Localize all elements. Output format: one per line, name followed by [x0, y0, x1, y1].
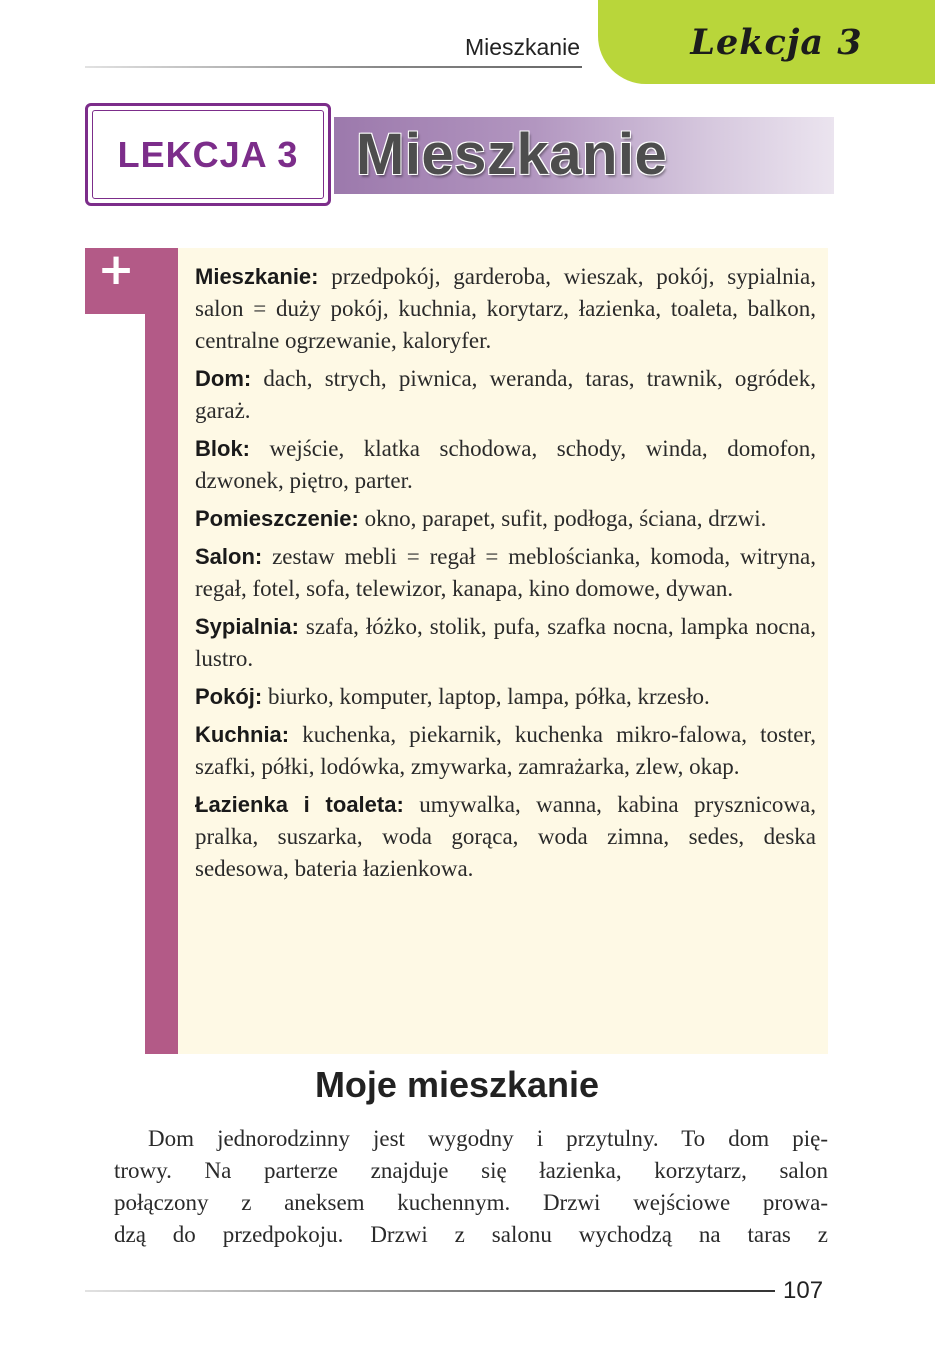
reading-line: połączony z aneksem kuchennym. Drzwi wejściowe prowa- [114, 1190, 828, 1215]
vocabulary-list [195, 261, 816, 891]
vocab-term: Kuchnia: [195, 722, 290, 747]
vocab-words: dach, strych, piwnica, weranda, taras, trawnik, ogródek, garaż. [195, 366, 817, 423]
lesson-tab-label: Lekcja 3 [690, 21, 863, 63]
footer-rule [85, 1290, 775, 1292]
vocab-words: zestaw mebli = regał = meblościanka, komoda, witryna, regał, fotel, sofa, telewizor, kanapa, kino domowe, dywan. [195, 544, 816, 601]
reading-paragraph [114, 1123, 828, 1251]
vocab-term: Pomieszczenie: [195, 506, 359, 531]
vocab-words: kuchenka, piekarnik, kuchenka mikro-falowa, toster, szafki, półki, lodówka, zmywarka, zamrażarka, zlew, okap. [195, 722, 817, 779]
vocab-entry-pokoj [195, 681, 816, 713]
page-title: Mieszkanie [356, 122, 668, 187]
vocab-term: Pokój: [195, 684, 263, 709]
section-title: Moje mieszkanie [314, 1064, 600, 1105]
header-rule [85, 66, 582, 68]
vocab-entry-salon [195, 541, 816, 605]
vocab-entry-dom [195, 363, 816, 427]
lesson-label-box [85, 103, 331, 206]
vocab-entry-kuchnia [195, 719, 816, 783]
page-number: 107 [783, 1277, 824, 1304]
vocab-words: umywalka, wanna, kabina prysznicowa, pralka, suszarka, woda gorąca, woda zimna, sedes, deska sedesowa, bateria łazienkowa. [195, 792, 816, 881]
vocab-words: biurko, komputer, laptop, lampa, półka, krzesło. [267, 684, 710, 709]
vocab-term: Mieszkanie: [195, 264, 319, 289]
vocab-words: wejście, klatka schodowa, schody, winda, domofon, dzwonek, piętro, parter. [195, 436, 816, 493]
plus-marker-bar [145, 314, 178, 1054]
vocab-entry-mieszkanie [195, 261, 816, 357]
vocab-term: Sypialnia: [195, 614, 299, 639]
vocab-entry-sypialnia [195, 611, 816, 675]
vocab-words: przedpokój, garderoba, wieszak, pokój, sypialnia, salon = duży pokój, kuchnia, korytarz, łazienka, toaleta, balkon, centralne ogrzewanie, kaloryfer. [195, 264, 816, 353]
vocab-entry-pomieszczenie [195, 503, 816, 535]
vocab-term: Dom: [195, 366, 252, 391]
reading-line: Dom jednorodzinny jest wygodny i przytulny. To dom pię- [148, 1126, 828, 1151]
vocab-entry-blok [195, 433, 816, 497]
lesson-tab [598, 0, 935, 84]
running-header-title: Mieszkanie [464, 34, 580, 60]
plus-icon: + [97, 244, 135, 295]
lesson-label-inner-frame [92, 110, 324, 199]
vocab-term: Blok: [195, 436, 250, 461]
vocab-term: Salon: [195, 544, 263, 569]
vocab-entry-lazienka [195, 789, 816, 885]
lesson-label: LEKCJA 3 [117, 133, 299, 175]
reading-line: dzą do przedpokoju. Drzwi z salonu wychodzą na taras z [114, 1222, 828, 1247]
reading-line: trowy. Na parterze znajduje się łazienka, korzytarz, salon [114, 1158, 828, 1183]
vocab-term: Łazienka i toaleta: [195, 792, 404, 817]
vocab-words: okno, parapet, sufit, podłoga, ściana, drzwi. [364, 506, 767, 531]
vocab-words: szafa, łóżko, stolik, pufa, szafka nocna, lampka nocna, lustro. [195, 614, 816, 671]
